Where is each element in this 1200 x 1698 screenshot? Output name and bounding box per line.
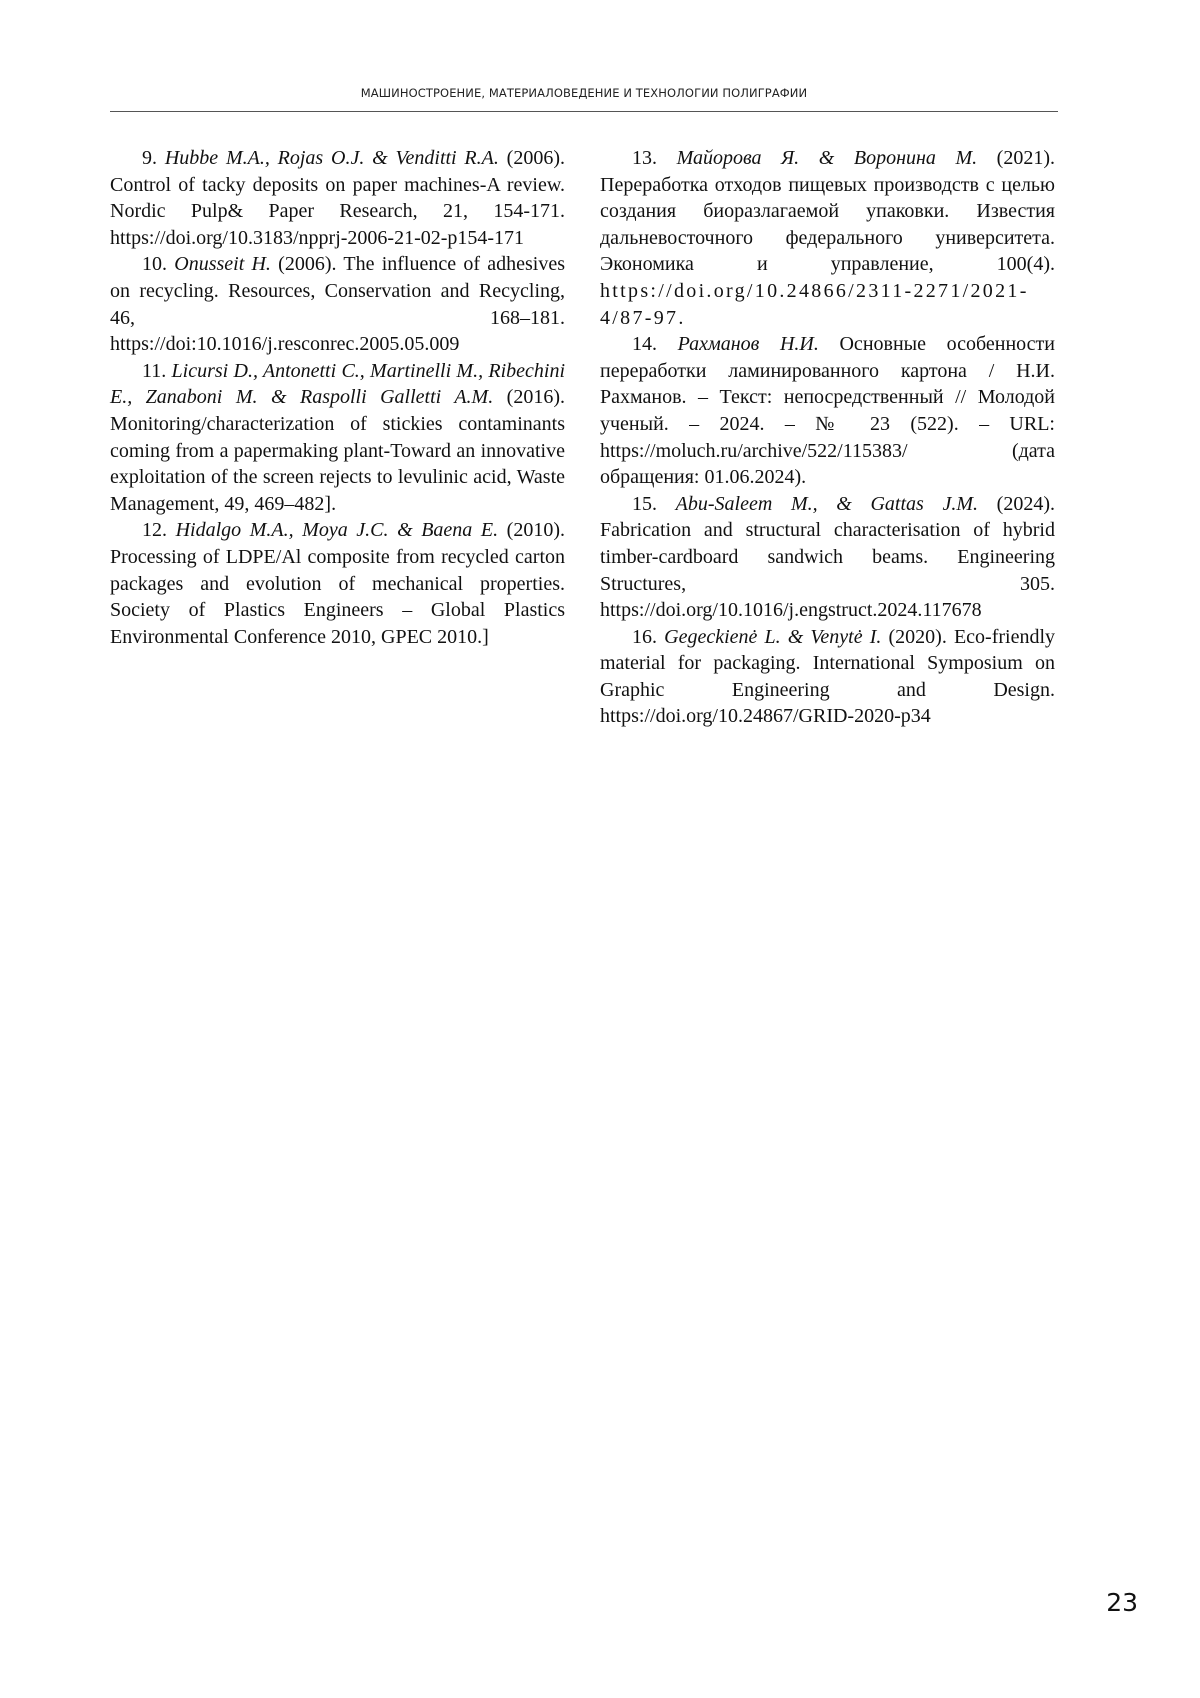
reference-9	[110, 145, 565, 251]
reference-number: 14.	[632, 333, 657, 356]
reference-16	[600, 624, 1055, 730]
reference-text: (2006). The influence of adhesives on recycling. Resources, Conservation and Recycling, 46, 168–181. https://doi:10.1016/j.resconrec.2005.05.009	[110, 253, 566, 356]
reference-text: (2021). Переработка отходов пищевых производств с целью создания биоразлагаемой упаковки. Известия дальневосточного федерального университета. Экономика и управление, 100(4).	[600, 147, 1055, 276]
reference-text: (2006). Control of tacky deposits on paper machines-A review. Nordic Pulp& Paper Research, 21, 154-171. https://doi.org/10.3183/npprj-2006-21-02-p154-171	[110, 147, 565, 249]
reference-text: (2016). Monitoring/characterization of stickies contaminants coming from a papermaking plant-Toward an innovative exploitation of the screen rejects to levulinic acid, Waste Management, 49, 469–482].	[110, 386, 565, 515]
reference-text: (2024). Fabrication and structural characterisation of hybrid timber-cardboard sandwich beams. Engineering Structures, 305. https://doi.org/10.1016/j.engstruct.2024.117678	[600, 492, 1055, 622]
reference-authors: Рахманов Н.И.	[677, 333, 819, 356]
reference-number: 11.	[142, 359, 167, 382]
reference-text: (2010). Processing of LDPE/Al composite from recycled carton packages and evolution of mechanical properties. Society of Plastics Engineers – Global Plastics Environmental Conference 2010, GPEC 2010.]	[110, 519, 565, 648]
reference-authors: Licursi D., Antonetti C., Martinelli M., Ribechini E., Zanaboni M. & Raspolli Galletti A.M.	[110, 359, 566, 409]
reference-11	[110, 358, 565, 518]
reference-number: 15.	[632, 492, 657, 515]
page-number: 23	[1106, 1588, 1138, 1617]
reference-doi-link[interactable]: https://doi.org/10.24866/2311-2271/2021-4/87-97.	[600, 279, 1029, 329]
reference-number: 10.	[142, 253, 167, 276]
reference-number: 9.	[142, 147, 157, 169]
references-right-column	[600, 145, 1055, 730]
reference-number: 16.	[632, 625, 657, 648]
header-rule	[110, 111, 1058, 112]
reference-10	[110, 251, 565, 357]
reference-12	[110, 517, 565, 650]
reference-authors: Abu-Saleem M., & Gattas J.M.	[675, 492, 979, 515]
reference-number: 12.	[142, 519, 167, 542]
reference-authors: Майорова Я. & Воронина М.	[676, 147, 978, 169]
reference-text: (2020). Eco-friendly material for packaging. International Symposium on Graphic Engineering and Design. https://doi.org/10.24867/GRID-2020-p34	[600, 625, 1056, 728]
reference-authors: Onusseit H.	[174, 253, 271, 276]
reference-authors: Hidalgo M.A., Moya J.C. & Baena E.	[175, 519, 499, 542]
reference-text: Основные особенности переработки ламинированного картона / Н.И. Рахманов. – Текст: непосредственный // Молодой ученый. – 2024. – № 23 (522). – URL: https://moluch.ru/archive/522/115383/ (дата обращения: 01.06.2024).	[600, 333, 1055, 489]
reference-number: 13.	[632, 147, 657, 169]
reference-14	[600, 331, 1055, 491]
reference-authors: Hubbe M.A., Rojas O.J. & Venditti R.A.	[164, 147, 499, 169]
reference-13	[600, 145, 1055, 331]
references-left-column	[110, 145, 565, 650]
running-title: МАШИНОСТРОЕНИЕ, МАТЕРИАЛОВЕДЕНИЕ И ТЕХНОЛОГИИ ПОЛИГРАФИИ	[360, 86, 808, 100]
reference-authors: Gegeckienė L. & Venytė I.	[664, 625, 882, 648]
reference-15	[600, 491, 1055, 624]
